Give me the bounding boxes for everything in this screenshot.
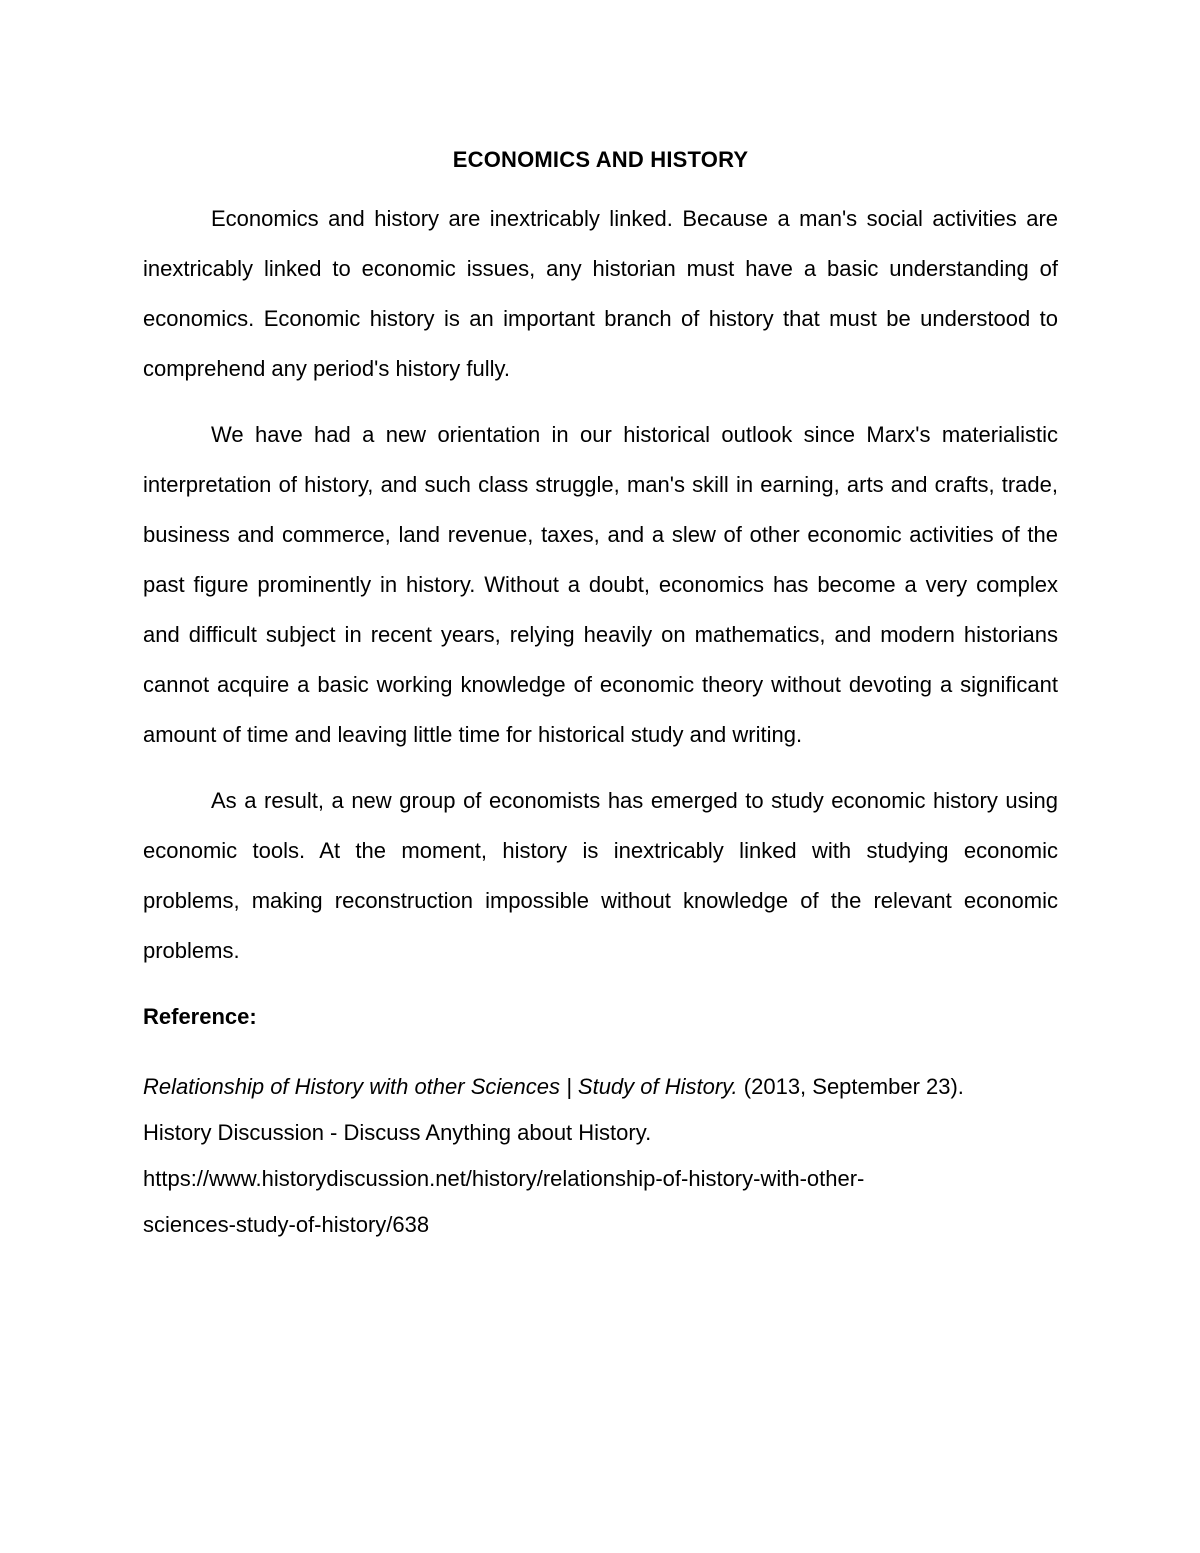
reference-date: (2013, September 23). <box>737 1074 964 1099</box>
reference-line-1 <box>143 1064 1058 1110</box>
reference-url-line-2: sciences-study-of-history/638 <box>143 1212 430 1237</box>
reference-url-line-1: https://www.historydiscussion.net/history/relationship-of-history-with-other- <box>143 1166 865 1191</box>
paragraph-2: We have had a new orientation in our historical outlook since Marx's materialistic interpretation of history, and such class struggle, man's skill in earning, arts and crafts, trade, business and commerce, land revenue, taxes, and a slew of other economic activities of the past figure prominently in history. Without a doubt, economics has become a very complex and difficult subject in recent years, relying heavily on mathematics, and modern historians cannot acquire a basic working knowledge of economic theory without devoting a significant amount of time and leaving little time for historical study and writing. <box>143 422 1058 747</box>
reference-heading: Reference: <box>143 1004 257 1029</box>
paragraph-3: As a result, a new group of economists has emerged to study economic history using economic tools. At the moment, history is inextricably linked with studying economic problems, making reconstruction impossible without knowledge of the relevant economic problems. <box>143 788 1058 963</box>
paragraph-1: Economics and history are inextricably linked. Because a man's social activities are inextricably linked to economic issues, any historian must have a basic understanding of economics. Economic history is an important branch of history that must be understood to comprehend any period's history fully. <box>143 206 1058 381</box>
document-body <box>143 130 1058 1248</box>
reference-entry <box>143 1064 1058 1248</box>
document-title: ECONOMICS AND HISTORY <box>452 147 749 172</box>
reference-title: Relationship of History with other Sciences | Study of History. <box>143 1074 738 1099</box>
reference-site: History Discussion - Discuss Anything about History. <box>143 1120 652 1145</box>
